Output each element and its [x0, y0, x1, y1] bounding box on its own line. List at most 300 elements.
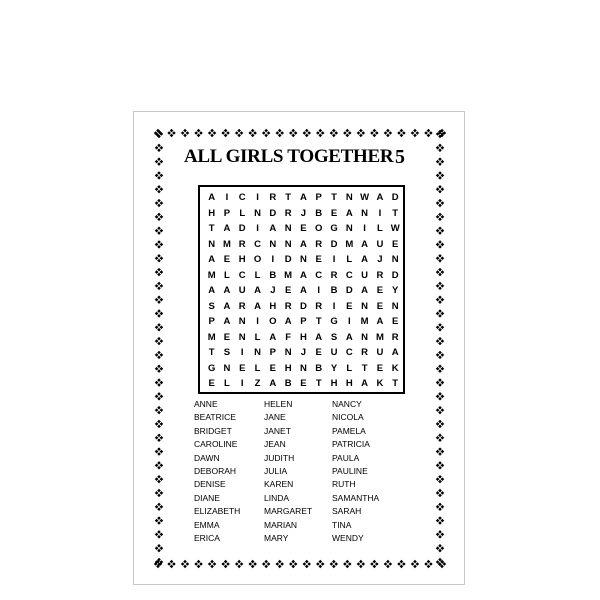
- diamond-cluster-icon: [155, 378, 163, 386]
- diamond-cluster-icon: [155, 558, 163, 566]
- grid-letter: C: [238, 269, 246, 281]
- diamond-cluster-icon: [436, 378, 444, 386]
- grid-letter: A: [254, 300, 261, 312]
- grid-letter: W: [360, 192, 370, 203]
- word-item: DIANE: [194, 492, 220, 503]
- grid-letter: B: [284, 378, 292, 389]
- diamond-cluster-icon: [397, 129, 405, 137]
- diamond-cluster-icon: [436, 420, 444, 428]
- grid-letter: C: [254, 238, 261, 250]
- diamond-cluster-icon: [436, 185, 444, 193]
- grid-letter: H: [345, 378, 353, 389]
- grid-letter: A: [223, 300, 231, 312]
- grid-letter: N: [238, 316, 246, 327]
- diamond-cluster-icon: [436, 295, 444, 303]
- grid-letter: I: [348, 316, 351, 327]
- grid-letter: E: [300, 378, 307, 389]
- word-item: ANNE: [194, 399, 218, 409]
- grid-letter: I: [363, 223, 366, 234]
- grid-letter: D: [299, 300, 307, 312]
- diamond-cluster-icon: [155, 530, 163, 538]
- word-column: [332, 398, 412, 545]
- grid-letter: P: [208, 316, 215, 327]
- grid-letter: E: [376, 285, 384, 296]
- word-item: BRIDGET: [194, 425, 232, 436]
- grid-letter: L: [377, 223, 383, 234]
- grid-letter: D: [284, 254, 292, 265]
- grid-letter: Z: [254, 378, 261, 389]
- grid-letter: N: [208, 238, 216, 250]
- grid-letter: M: [222, 238, 231, 250]
- word-item: WENDY: [332, 532, 364, 543]
- grid-letter: A: [223, 223, 231, 234]
- diamond-cluster-icon: [208, 560, 216, 568]
- diamond-cluster-icon: [155, 130, 163, 138]
- grid-letter: N: [345, 192, 353, 203]
- grid-letter: U: [376, 347, 384, 358]
- grid-letter: L: [346, 362, 353, 374]
- diamond-cluster-icon: [155, 475, 163, 483]
- grid-letter: M: [207, 331, 216, 343]
- grid-letter: A: [361, 254, 369, 265]
- grid-letter: D: [391, 269, 399, 281]
- grid-letter: N: [223, 362, 231, 374]
- diamond-cluster-icon: [208, 129, 216, 137]
- grid-letter: N: [361, 300, 369, 312]
- grid-letter: E: [376, 362, 384, 374]
- word-item: PAULA: [332, 452, 360, 463]
- diamond-cluster-icon: [438, 560, 446, 568]
- grid-letter: F: [285, 331, 292, 343]
- grid-letter: E: [346, 300, 353, 312]
- diamond-cluster-icon: [424, 129, 432, 137]
- grid-letter: U: [376, 238, 384, 250]
- grid-letter: N: [284, 238, 292, 250]
- diamond-cluster-icon: [289, 560, 297, 568]
- word-item: SAMANTHA: [332, 492, 380, 503]
- grid-row: [204, 376, 403, 392]
- diamond-cluster-icon: [436, 144, 444, 152]
- word-item: ELIZABETH: [194, 506, 241, 517]
- grid-letter: J: [377, 254, 383, 265]
- diamond-cluster-icon: [436, 558, 444, 566]
- grid-letter: A: [254, 285, 261, 296]
- grid-row: [204, 221, 403, 237]
- grid-letter: N: [269, 238, 277, 250]
- grid-row: [204, 206, 403, 222]
- word-item: CAROLINE: [194, 439, 238, 450]
- grid-letter: L: [239, 207, 246, 219]
- grid-letter: U: [330, 347, 338, 358]
- grid-letter: R: [361, 347, 369, 358]
- grid-letter: H: [299, 331, 307, 343]
- grid-letter: I: [256, 192, 259, 203]
- diamond-cluster-icon: [155, 144, 163, 152]
- grid-letter: T: [331, 192, 337, 203]
- diamond-cluster-icon: [155, 434, 163, 442]
- diamond-cluster-icon: [235, 129, 243, 137]
- grid-letter: P: [300, 316, 307, 327]
- grid-letter: N: [284, 347, 292, 358]
- diamond-cluster-icon: [436, 240, 444, 248]
- grid-letter: A: [361, 285, 369, 296]
- grid-letter: E: [330, 207, 338, 219]
- diamond-cluster-icon: [436, 489, 444, 497]
- diamond-cluster-icon: [276, 560, 284, 568]
- grid-letter: B: [315, 362, 323, 374]
- word-item: JULIA: [264, 465, 288, 476]
- word-item: NANCY: [332, 399, 362, 409]
- word-item: HELEN: [264, 399, 293, 409]
- diamond-cluster-icon: [155, 392, 163, 400]
- grid-letter: R: [315, 238, 323, 250]
- diamond-cluster-icon: [155, 516, 163, 524]
- word-item: JEAN: [264, 439, 286, 450]
- letter-grid: [198, 185, 405, 394]
- diamond-cluster-icon: [424, 560, 432, 568]
- grid-letter: G: [207, 362, 216, 374]
- grid-row: [204, 330, 403, 346]
- diamond-cluster-icon: [436, 516, 444, 524]
- grid-letter: I: [240, 378, 244, 389]
- diamond-cluster-icon: [303, 129, 311, 137]
- grid-letter: T: [392, 207, 399, 219]
- diamond-cluster-icon: [154, 129, 162, 137]
- word-item: DAWN: [194, 452, 220, 463]
- diamond-cluster-icon: [155, 226, 163, 234]
- grid-letter: T: [361, 362, 368, 374]
- grid-letter: A: [376, 316, 384, 327]
- diamond-cluster-icon: [155, 406, 163, 414]
- diamond-cluster-icon: [155, 420, 163, 428]
- diamond-cluster-icon: [155, 199, 163, 207]
- grid-letter: W: [390, 223, 400, 234]
- word-item: MARIAN: [264, 519, 298, 530]
- diamond-cluster-icon: [155, 461, 163, 469]
- diamond-cluster-icon: [436, 365, 444, 373]
- grid-letter: E: [315, 254, 322, 265]
- grid-letter: I: [240, 347, 244, 358]
- grid-letter: E: [376, 300, 384, 312]
- diamond-cluster-icon: [436, 475, 444, 483]
- word-item: SARAH: [332, 506, 362, 517]
- word-column: [264, 398, 332, 545]
- diamond-cluster-icon: [436, 392, 444, 400]
- grid-letter: N: [299, 254, 307, 265]
- word-item: PATRICIA: [332, 439, 370, 450]
- grid-letter: A: [284, 316, 292, 327]
- word-item: TINA: [332, 519, 352, 530]
- diamond-cluster-icon: [343, 129, 351, 137]
- diamond-cluster-icon: [155, 489, 163, 497]
- grid-row: [204, 190, 403, 206]
- diamond-cluster-icon: [155, 365, 163, 373]
- grid-letter: L: [346, 254, 353, 265]
- grid-letter: J: [300, 347, 307, 358]
- grid-letter: M: [345, 238, 354, 250]
- diamond-cluster-icon: [155, 157, 163, 165]
- diamond-cluster-icon: [303, 560, 311, 568]
- grid-letter: J: [270, 285, 276, 296]
- diamond-cluster-icon: [248, 129, 256, 137]
- grid-letter: N: [361, 331, 369, 343]
- grid-letter: O: [315, 223, 323, 234]
- grid-letter: R: [238, 238, 246, 250]
- diamond-cluster-icon: [436, 323, 444, 331]
- grid-letter: E: [300, 223, 307, 234]
- grid-letter: L: [254, 269, 261, 281]
- grid-letter: T: [285, 192, 292, 203]
- grid-row: [204, 345, 403, 361]
- grid-letter: H: [238, 254, 246, 265]
- grid-letter: D: [269, 207, 277, 219]
- grid-letter: R: [376, 269, 384, 281]
- grid-letter: E: [392, 316, 399, 327]
- grid-letter: E: [223, 254, 231, 265]
- grid-letter: I: [256, 223, 259, 234]
- word-item: DEBORAH: [194, 465, 237, 476]
- grid-letter: S: [330, 331, 338, 343]
- grid-letter: I: [332, 254, 336, 265]
- word-item: MARY: [264, 532, 289, 543]
- grid-letter: N: [238, 331, 246, 343]
- diamond-cluster-icon: [155, 447, 163, 455]
- grid-letter: A: [223, 316, 231, 327]
- grid-letter: H: [208, 207, 216, 219]
- grid-letter: B: [330, 285, 338, 296]
- grid-letter: A: [391, 347, 399, 358]
- grid-letter: E: [223, 331, 231, 343]
- word-item: KAREN: [264, 479, 294, 490]
- grid-letter: C: [238, 192, 246, 203]
- diamond-cluster-icon: [221, 560, 229, 568]
- grid-letter: O: [269, 316, 277, 327]
- grid-letter: S: [223, 347, 231, 358]
- diamond-cluster-icon: [155, 337, 163, 345]
- grid-row: [204, 252, 403, 268]
- grid-letter: A: [299, 285, 307, 296]
- diamond-cluster-icon: [436, 337, 444, 345]
- grid-letter: S: [208, 300, 215, 312]
- diamond-cluster-icon: [155, 213, 163, 221]
- diamond-cluster-icon: [167, 129, 175, 137]
- grid-row: [204, 237, 403, 253]
- diamond-cluster-icon: [181, 560, 189, 568]
- diamond-cluster-icon: [436, 254, 444, 262]
- grid-letter: A: [269, 223, 277, 234]
- word-item: PAMELA: [332, 425, 366, 436]
- diamond-cluster-icon: [262, 560, 270, 568]
- puzzle-title: ALL GIRLS TOGETHER: [184, 146, 394, 167]
- diamond-cluster-icon: [155, 544, 163, 552]
- grid-letter: N: [361, 207, 369, 219]
- word-item: LINDA: [264, 492, 290, 503]
- diamond-cluster-icon: [438, 129, 446, 137]
- diamond-cluster-icon: [155, 503, 163, 511]
- grid-letter: A: [223, 285, 231, 296]
- grid-letter: E: [284, 285, 292, 296]
- grid-letter: A: [208, 254, 216, 265]
- grid-letter: M: [360, 316, 369, 327]
- word-item: JANE: [264, 412, 286, 423]
- diamond-cluster-icon: [167, 560, 175, 568]
- border-bottom: [152, 558, 448, 570]
- grid-letter: A: [299, 269, 307, 281]
- diamond-cluster-icon: [436, 434, 444, 442]
- grid-letter: I: [378, 207, 382, 219]
- word-item: PAULINE: [332, 465, 368, 476]
- diamond-cluster-icon: [194, 129, 202, 137]
- grid-letter: M: [375, 331, 384, 343]
- diamond-cluster-icon: [436, 268, 444, 276]
- diamond-cluster-icon: [436, 530, 444, 538]
- border-left: [153, 128, 165, 568]
- diamond-cluster-icon: [155, 254, 163, 262]
- grid-letter: H: [269, 300, 277, 312]
- grid-letter: E: [269, 362, 276, 374]
- grid-letter: A: [315, 331, 323, 343]
- grid-row: [204, 268, 403, 284]
- grid-letter: E: [392, 238, 399, 250]
- diamond-cluster-icon: [436, 503, 444, 511]
- grid-letter: H: [284, 362, 292, 374]
- word-item: MARGARET: [264, 506, 313, 517]
- diamond-cluster-icon: [397, 560, 405, 568]
- grid-letter: U: [238, 285, 246, 296]
- diamond-cluster-icon: [155, 185, 163, 193]
- grid-letter: N: [254, 347, 261, 358]
- diamond-cluster-icon: [436, 130, 444, 138]
- grid-row: [204, 283, 403, 299]
- word-column: [194, 398, 264, 545]
- grid-row: [204, 299, 403, 315]
- grid-letter: M: [284, 269, 293, 281]
- grid-letter: R: [315, 300, 323, 312]
- grid-letter: T: [208, 347, 215, 358]
- grid-letter: C: [315, 269, 323, 281]
- diamond-cluster-icon: [436, 199, 444, 207]
- grid-letter: D: [345, 285, 353, 296]
- diamond-cluster-icon: [357, 560, 365, 568]
- diamond-cluster-icon: [155, 309, 163, 317]
- grid-letter: L: [254, 362, 261, 374]
- grid-letter: C: [345, 269, 353, 281]
- grid-letter: Y: [392, 285, 399, 296]
- grid-row: [204, 361, 403, 377]
- diamond-cluster-icon: [436, 171, 444, 179]
- grid-letter: P: [315, 192, 322, 203]
- diamond-cluster-icon: [316, 560, 324, 568]
- diamond-cluster-icon: [248, 560, 256, 568]
- grid-letter: A: [345, 331, 353, 343]
- diamond-cluster-icon: [276, 129, 284, 137]
- grid-letter: A: [299, 192, 307, 203]
- grid-letter: D: [391, 192, 399, 203]
- grid-letter: A: [361, 238, 369, 250]
- diamond-cluster-icon: [155, 171, 163, 179]
- grid-letter: A: [208, 285, 216, 296]
- diamond-cluster-icon: [155, 282, 163, 290]
- grid-letter: R: [269, 192, 277, 203]
- word-item: DENISE: [194, 479, 226, 490]
- grid-letter: T: [315, 378, 322, 389]
- grid-letter: D: [330, 238, 338, 250]
- diamond-cluster-icon: [262, 129, 270, 137]
- diamond-cluster-icon: [436, 309, 444, 317]
- grid-row: [204, 314, 403, 330]
- diamond-cluster-icon: [357, 129, 365, 137]
- grid-letter: T: [392, 378, 399, 389]
- grid-letter: D: [238, 223, 246, 234]
- diamond-cluster-icon: [436, 157, 444, 165]
- grid-letter: C: [345, 347, 353, 358]
- grid-letter: N: [284, 223, 292, 234]
- grid-letter: T: [315, 316, 322, 327]
- grid-letter: L: [224, 269, 230, 281]
- diamond-cluster-icon: [221, 129, 229, 137]
- grid-letter: N: [345, 223, 353, 234]
- diamond-cluster-icon: [411, 560, 419, 568]
- grid-letter: K: [391, 362, 399, 374]
- diamond-cluster-icon: [155, 323, 163, 331]
- grid-letter: N: [299, 362, 307, 374]
- grid-letter: Y: [330, 362, 338, 374]
- grid-letter: R: [238, 300, 246, 312]
- word-item: BEATRICE: [194, 412, 236, 423]
- grid-letter: A: [208, 192, 216, 203]
- diamond-cluster-icon: [343, 560, 351, 568]
- diamond-cluster-icon: [155, 295, 163, 303]
- diamond-cluster-icon: [370, 129, 378, 137]
- diamond-cluster-icon: [370, 560, 378, 568]
- grid-letter: R: [391, 331, 399, 343]
- grid-letter: G: [330, 223, 338, 234]
- word-item: NICOLA: [332, 412, 364, 423]
- grid-letter: I: [317, 285, 321, 296]
- grid-letter: T: [208, 223, 215, 234]
- diamond-cluster-icon: [436, 544, 444, 552]
- grid-letter: N: [391, 300, 399, 312]
- diamond-cluster-icon: [436, 461, 444, 469]
- grid-letter: P: [269, 347, 276, 358]
- grid-letter: K: [376, 378, 384, 389]
- puzzle-number: 5: [395, 146, 405, 168]
- grid-letter: I: [256, 316, 259, 327]
- diamond-cluster-icon: [316, 129, 324, 137]
- diamond-cluster-icon: [154, 560, 162, 568]
- grid-letter: U: [361, 269, 369, 281]
- grid-letter: L: [224, 378, 230, 389]
- word-list: [194, 398, 424, 545]
- grid-letter: N: [391, 254, 399, 265]
- diamond-cluster-icon: [436, 213, 444, 221]
- word-item: RUTH: [332, 479, 356, 490]
- border-right: [434, 128, 446, 568]
- grid-letter: E: [239, 362, 246, 374]
- grid-letter: I: [332, 300, 336, 312]
- word-item: ERICA: [194, 532, 220, 543]
- word-item: EMMA: [194, 519, 220, 530]
- diamond-cluster-icon: [436, 447, 444, 455]
- puzzle-page: [133, 111, 465, 585]
- diamond-cluster-icon: [289, 129, 297, 137]
- diamond-cluster-icon: [330, 129, 338, 137]
- grid-letter: R: [284, 300, 292, 312]
- grid-letter: J: [300, 207, 307, 219]
- grid-letter: I: [225, 192, 229, 203]
- border-top: [152, 127, 448, 139]
- diamond-cluster-icon: [436, 226, 444, 234]
